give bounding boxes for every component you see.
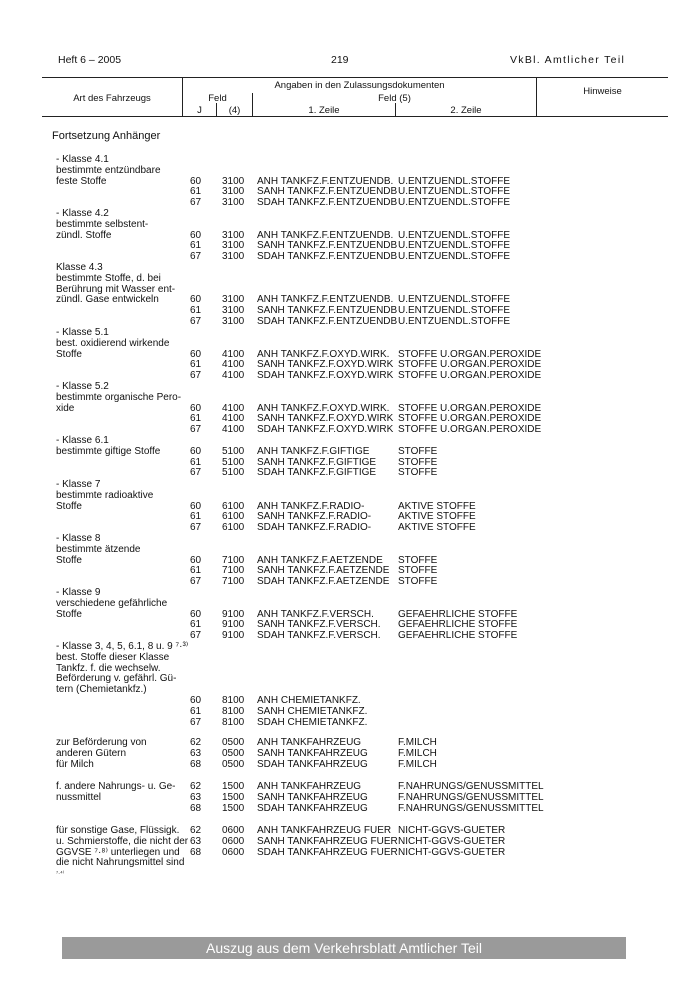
group-label-line: zündl. Gase entwickeln bbox=[56, 294, 159, 306]
th-feld5: Feld (5) bbox=[378, 93, 411, 104]
table-cell: 7100 bbox=[222, 576, 245, 588]
table-cell: SANH TANKFZ.F.RADIO- bbox=[257, 511, 372, 523]
table-cell: 60 bbox=[190, 608, 202, 620]
group-label-line: - Klasse 9 bbox=[56, 587, 101, 598]
table-cell: STOFFE U.ORGAN.PEROXIDE bbox=[398, 348, 542, 360]
table-cell: SANH CHEMIETANKFZ. bbox=[257, 705, 368, 717]
table-cell: SANH TANKFAHRZEUG bbox=[257, 747, 368, 759]
group-label-line: bestimmte giftige Stoffe bbox=[56, 445, 161, 457]
table-cell: U.ENTZUENDL.STOFFE bbox=[398, 197, 511, 209]
table-cell: 68 bbox=[190, 846, 202, 858]
table-cell: 4100 bbox=[222, 424, 245, 436]
th-j: J bbox=[197, 105, 202, 116]
header-right: VkBl. Amtlicher Teil bbox=[510, 54, 626, 66]
table-cell: 68 bbox=[190, 758, 202, 770]
table-cell: 3100 bbox=[222, 229, 245, 241]
table-cell: STOFFE bbox=[398, 554, 438, 566]
group-label-line: - Klasse 7 bbox=[56, 479, 101, 490]
group-label-line: - Klasse 5.1 bbox=[56, 327, 109, 338]
group-label-line: best. Stoffe dieser Klasse bbox=[56, 651, 170, 663]
table-cell: 0500 bbox=[222, 737, 245, 748]
table-cell: 3100 bbox=[222, 316, 245, 327]
footer-banner: Auszug aus dem Verkehrsblatt Amtlicher Teil bbox=[62, 937, 626, 959]
table-cell: 60 bbox=[190, 294, 202, 306]
group-label-line: zündl. Stoffe bbox=[56, 229, 112, 241]
table-top-rule bbox=[42, 77, 668, 78]
table-cell: F.MILCH bbox=[398, 747, 437, 759]
table-cell: 61 bbox=[190, 413, 202, 425]
table-cell: ANH TANKFZ.F.RADIO- bbox=[257, 500, 365, 512]
table-cell: SANH TANKFZ.F.ENTZUENDB bbox=[257, 305, 398, 317]
table-cell: 9100 bbox=[222, 630, 245, 642]
table-cell: U.ENTZUENDL.STOFFE bbox=[398, 305, 511, 317]
table-cell: 0600 bbox=[222, 825, 245, 836]
group-label-line: bestimmte ätzende bbox=[56, 543, 141, 555]
table-cell: 63 bbox=[190, 835, 202, 847]
table-cell: AKTIVE STOFFE bbox=[398, 511, 476, 523]
table-cell: 0500 bbox=[222, 747, 245, 759]
group-label-line: feste Stoffe bbox=[56, 175, 107, 187]
group-label-line: u. Schmierstoffe, die nicht der bbox=[56, 835, 189, 847]
table-cell: ANH TANKFZ.F.OXYD.WIRK. bbox=[257, 402, 390, 414]
table-header-bottom-rule bbox=[42, 116, 668, 117]
table-cell: 67 bbox=[190, 576, 202, 588]
table-cell: 67 bbox=[190, 467, 202, 479]
table-cell: 7100 bbox=[222, 565, 245, 577]
group-label-line: - Klasse 5.2 bbox=[56, 381, 109, 392]
table-cell: 4100 bbox=[222, 348, 245, 360]
table-cell: STOFFE bbox=[398, 565, 438, 577]
table-cell: STOFFE U.ORGAN.PEROXIDE bbox=[398, 402, 542, 414]
table-cell: 4100 bbox=[222, 359, 245, 371]
group-label-line: - Klasse 4.1 bbox=[56, 154, 109, 165]
table-cell: STOFFE bbox=[398, 456, 438, 468]
table-cell: 6100 bbox=[222, 522, 245, 534]
table-cell: SANH TANKFZ.F.AETZENDE bbox=[257, 565, 390, 577]
table-cell: U.ENTZUENDL.STOFFE bbox=[398, 186, 511, 198]
table-cell: SDAH CHEMIETANKFZ. bbox=[257, 716, 368, 728]
table-cell: U.ENTZUENDL.STOFFE bbox=[398, 294, 511, 306]
table-cell: ANH TANKFAHRZEUG bbox=[257, 737, 362, 748]
table-cell: 6100 bbox=[222, 511, 245, 523]
table-cell: 67 bbox=[190, 316, 202, 327]
table-cell: 60 bbox=[190, 500, 202, 512]
group-label-line: - Klasse 6.1 bbox=[56, 435, 109, 446]
table-cell: 60 bbox=[190, 402, 202, 414]
table-cell: 7100 bbox=[222, 554, 245, 566]
table-cell: STOFFE U.ORGAN.PEROXIDE bbox=[398, 370, 542, 382]
table-cell: 9100 bbox=[222, 619, 245, 631]
table-cell: ANH TANKFZ.F.ENTZUENDB. bbox=[257, 294, 394, 306]
group-label-line: bestimmte selbstent- bbox=[56, 218, 149, 230]
table-cell: STOFFE U.ORGAN.PEROXIDE bbox=[398, 359, 542, 371]
group-label-line: - Klasse 3, 4, 5, 6.1, 8 u. 9 ⁷·³⁾ bbox=[56, 641, 189, 652]
table-cell: 3100 bbox=[222, 251, 245, 263]
table-cell: SANH TANKFZ.F.VERSCH. bbox=[257, 619, 381, 631]
table-cell: SDAH TANKFZ.F.ENTZUENDB bbox=[257, 316, 398, 327]
table-cell: 3100 bbox=[222, 175, 245, 187]
table-cell: 62 bbox=[190, 781, 202, 792]
th-feld4: (4) bbox=[228, 105, 241, 116]
table-cell: 60 bbox=[190, 175, 202, 187]
table-cell: 5100 bbox=[222, 467, 245, 479]
group-label-line: für Milch bbox=[56, 758, 94, 770]
group-label-line: - Klasse 8 bbox=[56, 533, 101, 544]
group-label-line: Stoffe bbox=[56, 348, 82, 360]
table-cell: 3100 bbox=[222, 197, 245, 209]
table-cell: SANH TANKFZ.F.OXYD.WIRK bbox=[257, 413, 394, 425]
table-cell: F.MILCH bbox=[398, 737, 437, 748]
group-label-line: anderen Gütern bbox=[56, 747, 127, 759]
th-art-des-fahrzeugs: Art des Fahrzeugs bbox=[73, 93, 151, 104]
table-cell: 67 bbox=[190, 630, 202, 642]
table-cell: STOFFE U.ORGAN.PEROXIDE bbox=[398, 413, 542, 425]
table-cell: 8100 bbox=[222, 705, 245, 717]
table-cell: U.ENTZUENDL.STOFFE bbox=[398, 251, 511, 263]
table-cell: 1500 bbox=[222, 802, 245, 814]
table-cell: 60 bbox=[190, 348, 202, 360]
table-cell: 68 bbox=[190, 802, 202, 814]
table-cell: 61 bbox=[190, 565, 202, 577]
table-cell: 9100 bbox=[222, 608, 245, 620]
table-cell: STOFFE bbox=[398, 445, 438, 457]
table-cell: SDAH TANKFAHRZEUG bbox=[257, 802, 368, 814]
table-cell: 5100 bbox=[222, 456, 245, 468]
table-cell: 60 bbox=[190, 229, 202, 241]
table-cell: SANH TANKFZ.F.ENTZUENDB bbox=[257, 186, 398, 198]
table-cell: SDAH TANKFZ.F.OXYD.WIRK bbox=[257, 424, 394, 436]
group-label-line: xide bbox=[56, 402, 75, 414]
group-label-line: - Klasse 4.2 bbox=[56, 208, 109, 219]
table-cell: SDAH TANKFAHRZEUG FUER bbox=[257, 846, 398, 858]
table-cell: SDAH TANKFZ.F.OXYD.WIRK bbox=[257, 370, 394, 382]
group-label-line: für sonstige Gase, Flüssigk. bbox=[56, 825, 180, 836]
table-cell: U.ENTZUENDL.STOFFE bbox=[398, 316, 511, 327]
table-cell: 61 bbox=[190, 359, 202, 371]
table-cell: 61 bbox=[190, 240, 202, 252]
table-cell: SANH TANKFAHRZEUG FUER bbox=[257, 835, 398, 847]
th-hinweise: Hinweise bbox=[583, 86, 622, 97]
table-cell: 61 bbox=[190, 705, 202, 717]
table-cell: NICHT-GGVS-GUETER bbox=[398, 835, 506, 847]
table-cell: STOFFE bbox=[398, 576, 438, 588]
table-cell: 67 bbox=[190, 251, 202, 263]
group-label-line: Stoffe bbox=[56, 500, 82, 512]
table-cell: ANH CHEMIETANKFZ. bbox=[257, 695, 361, 706]
table-cell: 60 bbox=[190, 554, 202, 566]
table-cell: F.MILCH bbox=[398, 758, 437, 770]
table-cell: SDAH TANKFZ.F.ENTZUENDB bbox=[257, 197, 398, 209]
group-label-line: verschiedene gefährliche bbox=[56, 597, 168, 609]
group-label-line: best. oxidierend wirkende bbox=[56, 337, 170, 349]
table-cell: 6100 bbox=[222, 500, 245, 512]
table-cell: 60 bbox=[190, 445, 202, 457]
table-cell: AKTIVE STOFFE bbox=[398, 522, 476, 534]
table-cell: F.NAHRUNGS/GENUSSMITTEL bbox=[398, 781, 544, 792]
table-cell: 3100 bbox=[222, 294, 245, 306]
table-cell: SDAH TANKFZ.F.ENTZUENDB bbox=[257, 251, 398, 263]
table-cell: SDAH TANKFZ.F.VERSCH. bbox=[257, 630, 381, 642]
table-cell: 61 bbox=[190, 619, 202, 631]
th-zeile1: 1. Zeile bbox=[308, 105, 340, 116]
table-cell: ANH TANKFZ.F.OXYD.WIRK. bbox=[257, 348, 390, 360]
group-label-line: nussmittel bbox=[56, 791, 102, 803]
group-label-line: Beförderung v. gefährl. Gü- bbox=[56, 673, 177, 685]
table-cell: 62 bbox=[190, 737, 202, 748]
header-left: Heft 6 – 2005 bbox=[58, 54, 122, 66]
table-cell: ANH TANKFZ.F.AETZENDE bbox=[257, 554, 383, 566]
table-cell: 63 bbox=[190, 791, 202, 803]
table-cell: 4100 bbox=[222, 370, 245, 382]
group-label-line: bestimmte entzündbare bbox=[56, 164, 161, 176]
group-label-line: Tankfz. f. die wechselw. bbox=[56, 662, 161, 674]
table-cell: SANH TANKFZ.F.OXYD.WIRK bbox=[257, 359, 394, 371]
table-cell: 1500 bbox=[222, 791, 245, 803]
table-cell: SANH TANKFZ.F.ENTZUENDB bbox=[257, 240, 398, 252]
th-angaben: Angaben in den Zulassungsdokumenten bbox=[274, 80, 445, 91]
table-cell: 3100 bbox=[222, 186, 245, 198]
table-cell: 5100 bbox=[222, 445, 245, 457]
table-cell: 61 bbox=[190, 186, 202, 198]
table-cell: 67 bbox=[190, 716, 202, 728]
group-label-line: Stoffe bbox=[56, 608, 82, 620]
group-label-line: zur Beförderung von bbox=[56, 737, 147, 748]
table-cell: GEFAEHRLICHE STOFFE bbox=[398, 619, 518, 631]
table-cell: 8100 bbox=[222, 695, 245, 706]
table-cell: 3100 bbox=[222, 305, 245, 317]
section-title: Fortsetzung Anhänger bbox=[52, 130, 161, 142]
table-cell: U.ENTZUENDL.STOFFE bbox=[398, 175, 511, 187]
table-cell: ANH TANKFAHRZEUG bbox=[257, 781, 362, 792]
group-label-line: bestimmte organische Pero- bbox=[56, 391, 182, 403]
table-cell: NICHT-GGVS-GUETER bbox=[398, 846, 506, 858]
table-cell: 67 bbox=[190, 424, 202, 436]
table-cell: STOFFE bbox=[398, 467, 438, 479]
table-cell: 8100 bbox=[222, 716, 245, 728]
table-cell: ANH TANKFZ.F.ENTZUENDB. bbox=[257, 229, 394, 241]
table-cell: 0500 bbox=[222, 758, 245, 770]
table-cell: F.NAHRUNGS/GENUSSMITTEL bbox=[398, 802, 544, 814]
table-cell: ANH TANKFZ.F.VERSCH. bbox=[257, 608, 374, 620]
table-cell: 61 bbox=[190, 511, 202, 523]
group-label-line: f. andere Nahrungs- u. Ge- bbox=[56, 781, 176, 792]
group-label-line: Klasse 4.3 bbox=[56, 262, 103, 273]
group-label-line: ⁷·⁴⁾ bbox=[56, 871, 65, 878]
table-cell: GEFAEHRLICHE STOFFE bbox=[398, 630, 518, 642]
group-label-line: GGVSE ⁷·⁸⁾ unterliegen und bbox=[56, 846, 180, 858]
table-cell: 67 bbox=[190, 370, 202, 382]
group-label-line: bestimmte radioaktive bbox=[56, 489, 154, 501]
group-label-line: Stoffe bbox=[56, 554, 82, 566]
table-cell: 67 bbox=[190, 197, 202, 209]
table-cell: SDAH TANKFZ.F.GIFTIGE bbox=[257, 467, 377, 479]
table-cell: SANH TANKFZ.F.GIFTIGE bbox=[257, 456, 377, 468]
table-cell: GEFAEHRLICHE STOFFE bbox=[398, 608, 518, 620]
table-cell: U.ENTZUENDL.STOFFE bbox=[398, 240, 511, 252]
table-cell: 0600 bbox=[222, 846, 245, 858]
group-label-line: die nicht Nahrungsmittel sind bbox=[56, 857, 185, 869]
table-cell: NICHT-GGVS-GUETER bbox=[398, 825, 506, 836]
table-cell: 4100 bbox=[222, 402, 245, 414]
table-cell: 3100 bbox=[222, 240, 245, 252]
table-cell: 67 bbox=[190, 522, 202, 534]
group-label-line: tern (Chemietankfz.) bbox=[56, 684, 147, 696]
th-feld: Feld bbox=[208, 93, 227, 104]
table-cell: 62 bbox=[190, 825, 202, 836]
table-cell: 0600 bbox=[222, 835, 245, 847]
table-cell: SDAH TANKFZ.F.AETZENDE bbox=[257, 576, 390, 588]
table-cell: U.ENTZUENDL.STOFFE bbox=[398, 229, 511, 241]
table-cell: SDAH TANKFZ.F.RADIO- bbox=[257, 522, 372, 534]
table-cell: ANH TANKFZ.F.ENTZUENDB. bbox=[257, 175, 394, 187]
table-cell: AKTIVE STOFFE bbox=[398, 500, 476, 512]
table-cell: 61 bbox=[190, 305, 202, 317]
table-cell: 63 bbox=[190, 747, 202, 759]
table-cell: ANH TANKFAHRZEUG FUER bbox=[257, 825, 392, 836]
table-cell: SANH TANKFAHRZEUG bbox=[257, 791, 368, 803]
header-page-number: 219 bbox=[331, 54, 349, 66]
table-cell: SDAH TANKFAHRZEUG bbox=[257, 758, 368, 770]
table-cell: 4100 bbox=[222, 413, 245, 425]
table-cell: 61 bbox=[190, 456, 202, 468]
table-cell: ANH TANKFZ.F.GIFTIGE bbox=[257, 445, 370, 457]
table-cell: STOFFE U.ORGAN.PEROXIDE bbox=[398, 424, 542, 436]
group-label-line: Berührung mit Wasser ent- bbox=[56, 283, 176, 295]
group-label-line: bestimmte Stoffe, d. bei bbox=[56, 272, 161, 284]
table-cell: F.NAHRUNGS/GENUSSMITTEL bbox=[398, 791, 544, 803]
table-cell: 60 bbox=[190, 695, 202, 706]
table-cell: 1500 bbox=[222, 781, 245, 792]
th-zeile2: 2. Zeile bbox=[450, 105, 482, 116]
